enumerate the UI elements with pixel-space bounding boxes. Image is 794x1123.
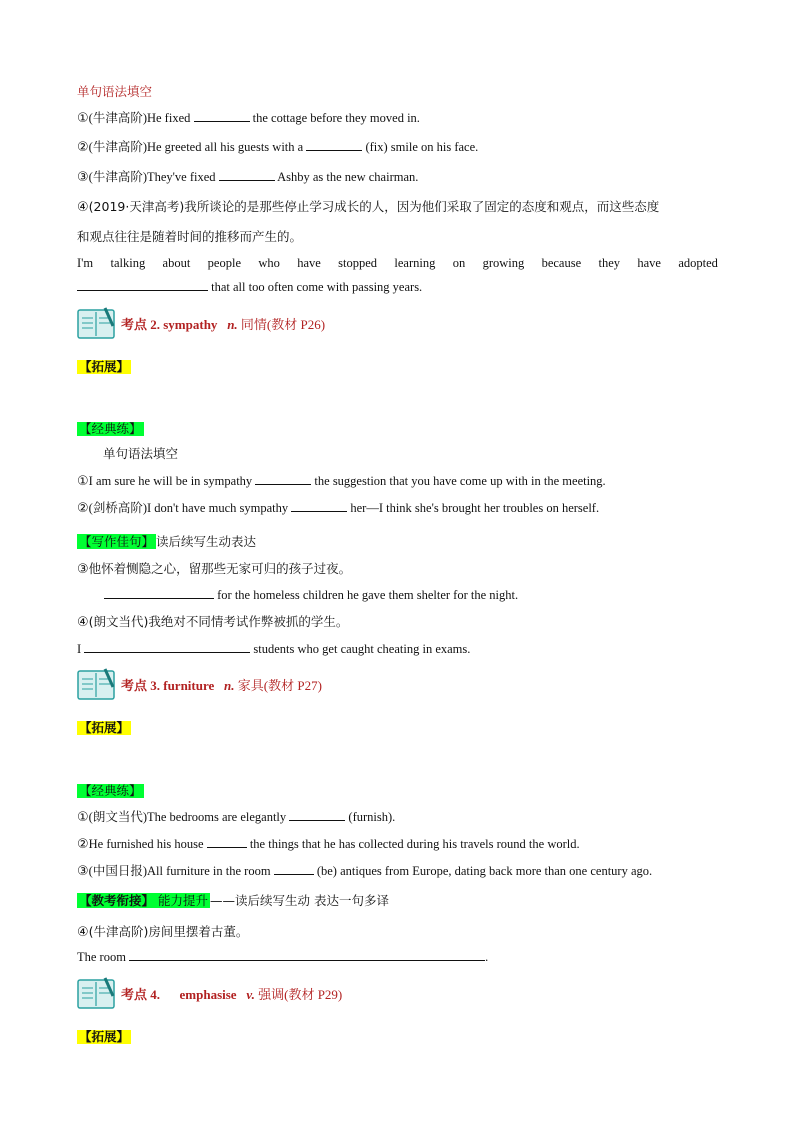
question-2: ②(牛津高阶)He greeted all his guests with a (fix) smile on his face. <box>77 140 479 155</box>
section-heading: 单句语法填空 <box>77 85 153 99</box>
kaodian-title: 考点 2. sympathy n. 同情(教材 P26) <box>121 316 326 332</box>
question-1: ①(牛津高阶)He fixed the cottage before they moved in. <box>77 111 420 126</box>
expand-label: 【拓展】 <box>79 360 130 374</box>
practice-label: 【经典练】 <box>79 422 142 436</box>
kaodian-2-header <box>77 306 325 340</box>
book-icon <box>77 306 117 340</box>
answer-blank[interactable] <box>129 949 485 961</box>
question-4-english: I students who get caught cheating in exams. <box>77 642 471 656</box>
question-4-chinese: ④(朗文当代)我绝对不同情考试作弊被抓的学生。 <box>77 614 349 630</box>
question-1: ①(朗文当代)The bedrooms are elegantly (furnish). <box>77 810 396 825</box>
expand-label: 【拓展】 <box>79 1030 130 1044</box>
answer-blank[interactable] <box>84 641 250 653</box>
answer-blank[interactable] <box>289 809 345 821</box>
answer-blank[interactable] <box>207 836 247 848</box>
question-4-chinese: ④(2019·天津高考)我所谈论的是那些停止学习成长的人，因为他们采取了固定的态度和观点，而这些态度 <box>77 199 660 215</box>
kaodian-title: 考点 4. emphasise v. 强调(教材 P29) <box>121 986 343 1002</box>
answer-blank[interactable] <box>194 110 250 122</box>
question-2: ②He furnished his house the things that he has collected during his travels round the world. <box>77 837 580 852</box>
book-icon <box>77 667 117 701</box>
answer-blank[interactable] <box>255 473 311 485</box>
question-1: ①I am sure he will be in sympathy the suggestion that you have come up with in the meeting. <box>77 474 606 489</box>
answer-blank[interactable] <box>104 587 214 599</box>
question-4-chinese: ④(牛津高阶)房间里摆着古董。 <box>77 924 249 940</box>
question-4-chinese-cont: 和观点往往是随着时间的推移而产生的。 <box>77 229 303 244</box>
answer-blank[interactable] <box>291 500 347 512</box>
kaodian-title: 考点 3. furniture n. 家具(教材 P27) <box>121 677 322 693</box>
answer-blank[interactable] <box>77 279 208 291</box>
practice-heading: 单句语法填空 <box>103 446 179 461</box>
kaodian-4-header <box>77 976 342 1010</box>
expand-label: 【拓展】 <box>79 721 130 735</box>
answer-blank[interactable] <box>306 139 362 151</box>
answer-blank[interactable] <box>219 169 275 181</box>
question-4-english-cont: that all too often come with passing years. <box>77 279 422 295</box>
question-number: ③ <box>77 170 89 185</box>
question-number: ② <box>77 140 89 155</box>
book-icon <box>77 976 117 1010</box>
question-3-chinese: ③他怀着恻隐之心，留那些无家可归的孩子过夜。 <box>77 561 352 577</box>
answer-blank[interactable] <box>274 863 314 875</box>
kaodian-3-header <box>77 667 322 701</box>
link-heading: 【教考衔接】 能力提升 ——读后续写生动 表达一句多译 <box>79 893 390 908</box>
question-2: ②(剑桥高阶)I don't have much sympathy her—I think she's brought her troubles on herself. <box>77 501 600 516</box>
writing-heading: 【写作佳句】 读后续写生动表达 <box>79 534 257 549</box>
practice-label: 【经典练】 <box>79 784 142 798</box>
question-3: ③(中国日报)All furniture in the room (be) antiques from Europe, dating back more than one century ago. <box>77 864 653 879</box>
question-number: ① <box>77 111 89 126</box>
question-4-english: I'm talking about people who have stopped learning on growing because they have adopted <box>77 256 718 270</box>
question-3-english: for the homeless children he gave them shelter for the night. <box>104 587 518 603</box>
question-4-english: The room . <box>77 950 489 964</box>
question-3: ③(牛津高阶)They've fixed Ashby as the new chairman. <box>77 170 419 185</box>
